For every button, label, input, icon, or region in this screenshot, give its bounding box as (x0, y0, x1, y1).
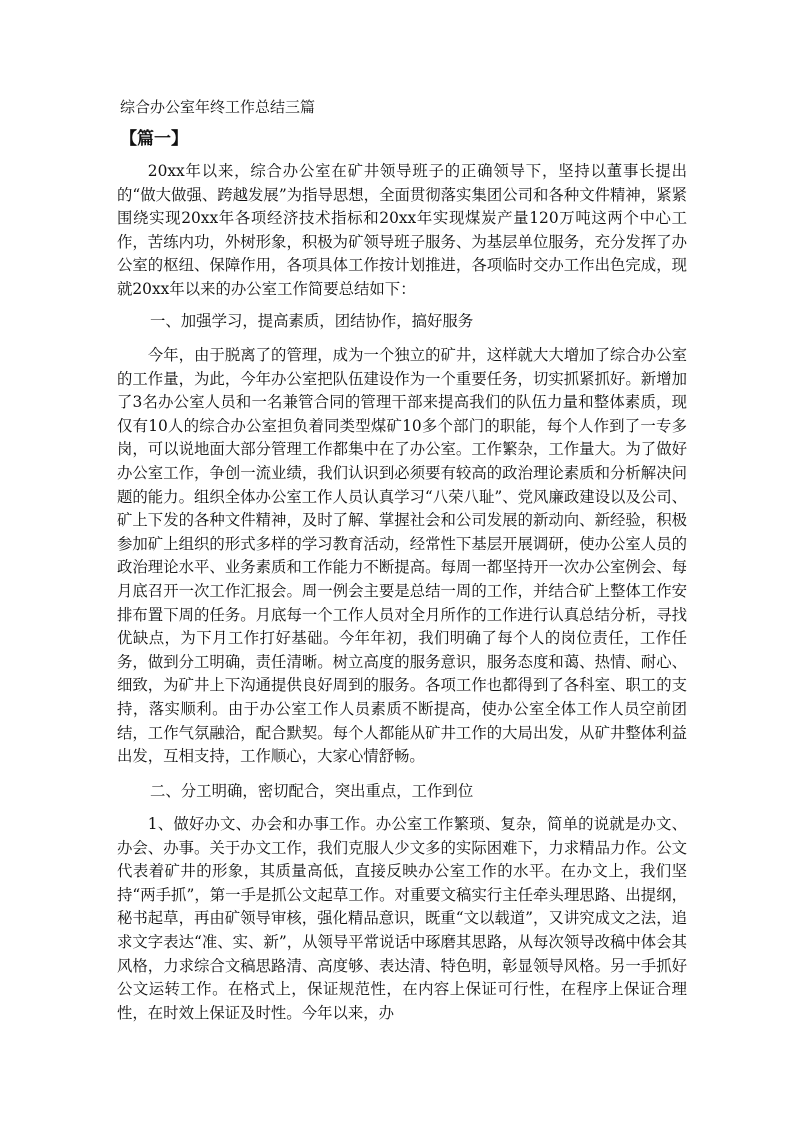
heading-section-one: 一、加强学习，提高素质，团结协作，搞好服务 (150, 312, 474, 330)
heading-section-two: 二、分工明确，密切配合，突出重点，工作到位 (150, 782, 474, 800)
paragraph-section-one: 今年，由于脱离了的管理，成为一个独立的矿井，这样就大大增加了综合办公室的工作量，为此，今年办公室把队伍建设作为一个重要任务，切实抓紧抓好。新增加了3名办公室人员和一名兼管合同的管理干部来提高我们的队伍力量和整体素质，现仅有10人的综合办公室担负着同类型煤矿10多个部门的职能，每个人作到了一专多岗，可以说地面大部分管理工作都集中在了办公室。工作繁杂，工作量大。为了做好办公室工作，争创一流业绩，我们认识到必须要有较高的政治理论素质和分析解决问题的能力。组织全体办公室工作人员认真学习“八荣八耻”、党风廉政建设以及公司、矿上下发的各种文件精神，及时了解、掌握社会和公司发展的新动向、新经验，积极参加矿上组织的形式多样的学习教育活动，经常性下基层开展调研，使办公室人员的政治理论水平、业务素质和工作能力不断提高。每周一都坚持开一次办公室例会、每月底召开一次工作汇报会。周一例会主要是总结一周的工作，并结合矿上整体工作安排布置下周的任务。月底每一个工作人员对全月所作的工作进行认真总结分析，寻找优缺点，为下月工作打好基础。今年年初，我们明确了每个人的岗位责任，工作任务，做到分工明确，责任清晰。树立高度的服务意识，服务态度和蔼、热情、耐心、细致，为矿井上下沟通提供良好周到的服务。各项工作也都得到了各科室、职工的支持，落实顺利。由于办公室工作人员素质不断提高，使办公室全体工作人员空前团结，工作气氛融洽，配合默契。每个人都能从矿井工作的大局出发，从矿井整体利益出发，互相支持，工作顺心，大家心情舒畅。 (117, 346, 687, 766)
paragraph-section-two: 1、做好办文、办会和办事工作。办公室工作繁琐、复杂，简单的说就是办文、办会、办事。关于办文工作，我们克服人少文多的实际困难下，力求精品力作。公文代表着矿井的形象，其质量高低，直接反映办公室工作的水平。在办文上，我们坚持“两手抓”，第一手是抓公文起草工作。对重要文稿实行主任牵头理思路、出提纲，秘书起草，再由矿领导审核，强化精品意识，既重“文以载道”，又讲究成文之法，追求文字表达“准、实、新”，从领导平常说话中琢磨其思路，从每次领导改稿中体会其风格，力求综合文稿思路清、高度够、表达清、特色明，彰显领导风格。另一手抓好公文运转工作。在格式上，保证规范性，在内容上保证可行性，在程序上保证合理性，在时效上保证及时性。今年以来，办 (117, 815, 687, 1022)
section-label: 【篇一】 (120, 129, 188, 149)
document-title: 综合办公室年终工作总结三篇 (120, 98, 316, 116)
paragraph-intro: 20xx年以来，综合办公室在矿井领导班子的正确领导下，坚持以董事长提出的“做大做强、跨越发展”为指导思想，全面贯彻落实集团公司和各种文件精神，紧紧围绕实现20xx年各项经济技术指标和20xx年实现煤炭产量120万吨这两个中心工作，苦练内功，外树形象，积极为矿领导班子服务、为基层单位服务，充分发挥了办公室的枢纽、保障作用，各项具体工作按计划推进，各项临时交办工作出色完成，现就20xx年以来的办公室工作简要总结如下： (117, 162, 687, 298)
